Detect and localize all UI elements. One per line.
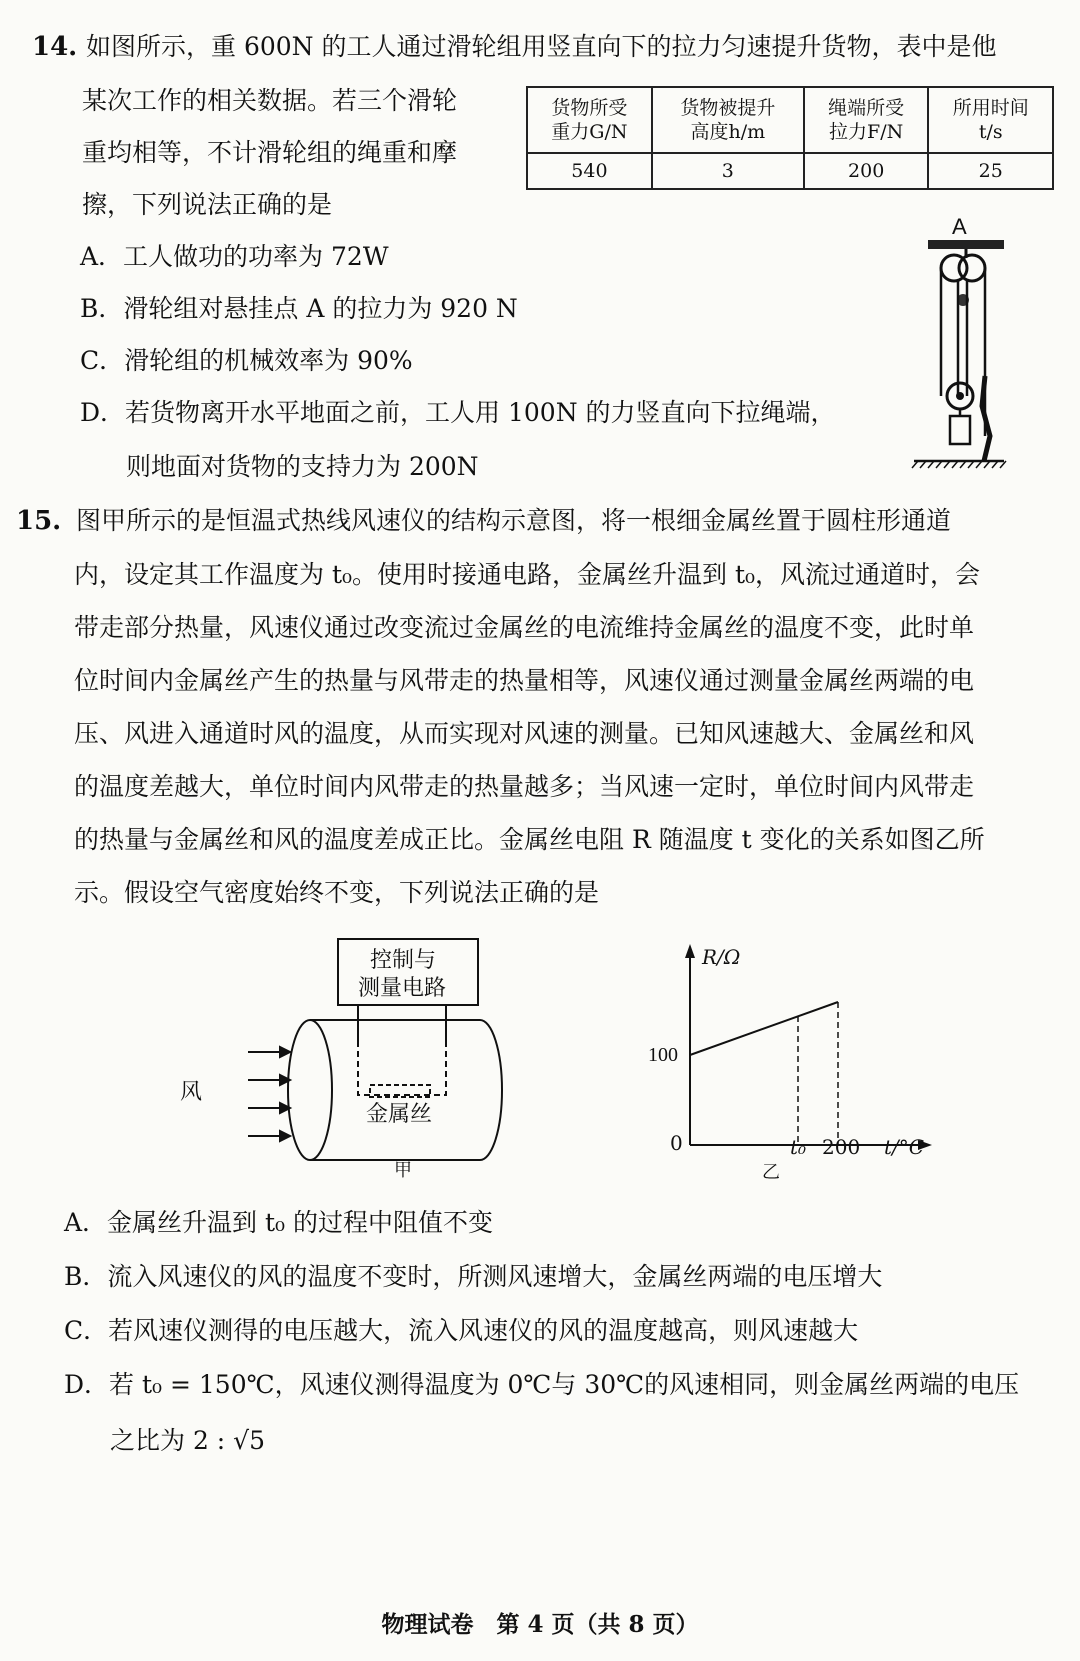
q15-stem-line-8: 示。假设空气密度始终不变，下列说法正确的是 xyxy=(74,878,600,907)
table-header-row xyxy=(527,87,1053,153)
table-cell: 25 xyxy=(928,153,1053,189)
table-cell: 540 xyxy=(527,153,652,189)
q15-option-b: B．流入风速仪的风的温度不变时，所测风速增大，金属丝两端的电压增大 xyxy=(64,1262,883,1291)
q14-stem-line-3: 重均相等，不计滑轮组的绳重和摩 xyxy=(82,138,458,167)
q15-option-a: A．金属丝升温到 t₀ 的过程中阻值不变 xyxy=(64,1208,494,1237)
control-circuit-label-2: 测量电路 xyxy=(358,976,447,1001)
q15-stem-line-5: 压、风进入通道时风的温度，从而实现对风速的测量。已知风速越大、金属丝和风 xyxy=(74,719,975,748)
q14-stem-line-4: 擦，下列说法正确的是 xyxy=(82,190,333,219)
q14-stem-line-1: 如图所示，重 600N 的工人通过滑轮组用竖直向下的拉力匀速提升货物，表中是他 xyxy=(86,32,997,61)
question-14-number: 14. xyxy=(32,32,78,62)
q14-option-c: C．滑轮组的机械效率为 90% xyxy=(80,346,413,375)
figure-b-caption: 乙 xyxy=(762,1162,780,1183)
pulley-label-a: A xyxy=(952,214,967,239)
pulley-system-figure xyxy=(900,236,1020,486)
table-header-cell: 货物所受 重力G/N xyxy=(527,87,652,153)
q15-option-c: C．若风速仪测得的电压越大，流入风速仪的风的温度越高，则风速越大 xyxy=(64,1316,859,1345)
x-axis-label: t/°C xyxy=(884,1135,925,1159)
page-footer: 物理试卷 第 4 页（共 8 页） xyxy=(381,1611,699,1638)
wind-label: 风 xyxy=(180,1080,203,1105)
origin-label: 0 xyxy=(670,1131,683,1155)
q15-option-d: D．若 t₀ = 150℃，风速仪测得温度为 0℃与 30℃的风速相同，则金属丝两端的电压 xyxy=(64,1370,1020,1399)
figure-a-hot-wire-diagram xyxy=(180,935,520,1185)
q14-option-b: B．滑轮组对悬挂点 A 的拉力为 920 N xyxy=(80,294,518,323)
table-header-cell: 货物被提升 高度h/m xyxy=(652,87,804,153)
q15-stem-line-6: 的温度差越大，单位时间内风带走的热量越多；当风速一定时，单位时间内风带走 xyxy=(74,772,975,801)
q15-stem-line-7: 的热量与金属丝和风的温度差成正比。金属丝电阻 R 随温度 t 变化的关系如图乙所 xyxy=(74,825,985,854)
q14-option-a: A．工人做功的功率为 72W xyxy=(80,242,389,271)
q15-stem-line-2: 内，设定其工作温度为 t₀。使用时接通电路，金属丝升温到 t₀，风流过通道时，会 xyxy=(74,560,981,589)
table-cell: 3 xyxy=(652,153,804,189)
q15-stem-line-3: 带走部分热量，风速仪通过改变流过金属丝的电流维持金属丝的温度不变，此时单 xyxy=(74,613,975,642)
table-cell: 200 xyxy=(804,153,929,189)
x-tick-200: 200 xyxy=(822,1135,861,1159)
x-tick-t0: t₀ xyxy=(790,1135,807,1159)
table-header-cell: 所用时间 t/s xyxy=(928,87,1053,153)
metal-wire-label: 金属丝 xyxy=(366,1102,433,1127)
q14-option-d: D．若货物离开水平地面之前，工人用 100N 的力竖直向下拉绳端， xyxy=(80,398,836,427)
y-axis-label: R/Ω xyxy=(702,945,741,969)
q15-stem-line-1: 图甲所示的是恒温式热线风速仪的结构示意图，将一根细金属丝置于圆柱形通道 xyxy=(76,506,952,535)
question-15-number: 15. xyxy=(16,506,62,536)
table-row xyxy=(527,153,1053,189)
q15-option-d-cont: 之比为 2 : √5 xyxy=(110,1426,266,1455)
y-tick-100: 100 xyxy=(648,1044,678,1066)
q14-stem-line-2: 某次工作的相关数据。若三个滑轮 xyxy=(82,86,458,115)
q15-stem-line-4: 位时间内金属丝产生的热量与风带走的热量相等，风速仪通过测量金属丝两端的电 xyxy=(74,666,975,695)
control-circuit-label-1: 控制与 xyxy=(370,948,437,973)
figure-a-caption: 甲 xyxy=(394,1160,412,1181)
q14-option-d-cont: 则地面对货物的支持力为 200N xyxy=(126,452,479,481)
table-header-cell: 绳端所受 拉力F/N xyxy=(804,87,929,153)
r-vs-t-line xyxy=(690,1002,838,1055)
q14-data-table xyxy=(526,86,1054,190)
